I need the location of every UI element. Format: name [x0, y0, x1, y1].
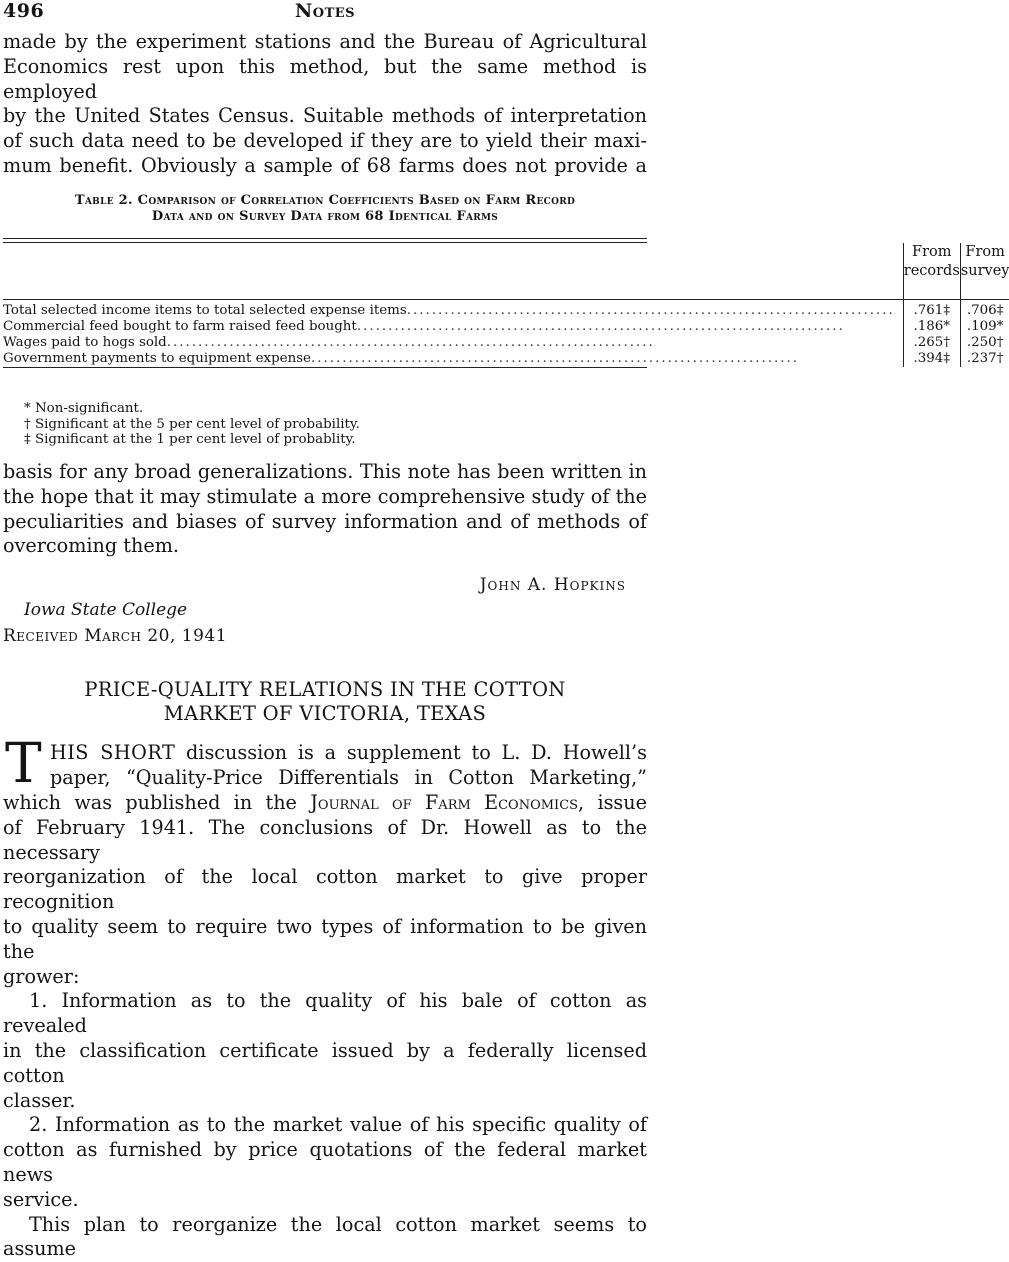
row-label: Commercial feed bought to farm raised feed bought [3, 319, 357, 334]
table-grid [3, 243, 1009, 367]
closing-paragraph [3, 460, 647, 559]
title-line: PRICE-QUALITY RELATIONS IN THE COTTON [84, 678, 566, 701]
drop-cap: T [5, 731, 42, 795]
table-row: Government payments to equipment expense .............................................................................. .394‡ .237† [3, 351, 1009, 367]
table-caption-line: Table 2. Comparison of Correlation Coefficients Based on Farm Record [74, 193, 576, 208]
author-affiliation: Iowa State College [24, 600, 188, 620]
author-signature: John A. Hopkins [479, 575, 626, 595]
row-label: Wages paid to hogs sold [3, 335, 167, 350]
footnote: † Significant at the 5 per cent level of probability. [24, 416, 360, 432]
text-line: to quality seem to require two types of information to be given the [3, 914, 647, 963]
text-line: paper, “Quality-Price Differentials in Cotton Marketing,” [50, 766, 647, 789]
text-line: reorganization of the local cotton market to give proper recognition [3, 865, 647, 914]
intro-paragraph [3, 30, 647, 179]
text-line: 2. Information as to the market value of his specific quality of [29, 1113, 647, 1137]
survey-value: .250† [966, 335, 1004, 350]
row-label: Total selected income items to total selected expense items [3, 303, 407, 318]
text-line: cotton as furnished by price quotations of the federal market news [3, 1138, 647, 1186]
text-line: Economics rest upon this method, but the same method is employed [3, 54, 647, 103]
text-line [3, 791, 647, 816]
title-line: MARKET OF VICTORIA, TEXAS [163, 702, 487, 725]
records-value: .265† [913, 335, 951, 350]
article-body [3, 791, 647, 1262]
correlation-table [3, 238, 1009, 368]
table-row: Commercial feed bought to farm raised feed bought .............................................................................. .186* .109* [3, 319, 1009, 335]
lead-caps: HIS SHORT [50, 741, 176, 764]
table-bottom-rule [3, 367, 647, 368]
running-head [3, 0, 647, 24]
footnote: ‡ Significant at the 1 per cent level of probablity. [24, 432, 356, 447]
page-number: 496 [3, 0, 45, 22]
survey-value: .237† [966, 351, 1004, 366]
records-value: .761‡ [913, 303, 951, 318]
table-header-row [3, 243, 1009, 300]
header-text: records [903, 263, 960, 279]
running-title: Notes [294, 0, 356, 22]
table-footnotes [24, 401, 360, 448]
table-caption [3, 193, 647, 225]
text-line: by the United States Census. Suitable methods of interpretation [3, 104, 647, 128]
lead-rest: discussion is a supplement to L. D. Howell’s [175, 741, 647, 764]
text-line: mum benefit. Obviously a sample of 68 farms does not provide a [3, 153, 647, 177]
text-span: which was published in the [3, 791, 311, 814]
text-line: service. [3, 1187, 79, 1211]
text-line: made by the experiment stations and the Bureau of Agricultural [3, 30, 647, 53]
header-blank [3, 243, 903, 300]
received-date: Received March 20, 1941 [3, 626, 228, 646]
header-text: From [912, 244, 952, 260]
text-line: of such data need to be developed if they are to yield their maxi- [3, 129, 647, 153]
text-span: , issue [578, 791, 647, 814]
text-line: classer. [3, 1088, 76, 1112]
table-caption-line: Data and on Survey Data from 68 Identical Farms [151, 209, 499, 224]
text-line: grower: [3, 964, 80, 988]
text-line: peculiarities and biases of survey information and of methods of [3, 509, 647, 533]
text-line [50, 741, 647, 766]
records-value: .186* [913, 319, 951, 334]
text-line: This plan to reorganize the local cotton market seems to assume [3, 1212, 647, 1261]
header-from-survey [960, 243, 1009, 300]
text-line: 1. Information as to the quality of his bale of cotton as revealed [3, 989, 647, 1038]
text-line: in the classification certificate issued by a federally licensed cotton [3, 1038, 647, 1087]
survey-value: .706‡ [966, 303, 1004, 318]
table-row: Total selected income items to total selected expense items .............................................................................. .761‡ .706‡ [3, 303, 1009, 319]
article-title [3, 678, 647, 726]
text-line: basis for any broad generalizations. This note has been written in [3, 460, 647, 483]
header-text: From [965, 244, 1005, 260]
journal-name: Journal of Farm Economics [310, 791, 579, 814]
header-from-records [903, 243, 960, 300]
records-value: .394‡ [913, 351, 951, 366]
text-line: the hope that it may stimulate a more comprehensive study of the [3, 484, 647, 508]
footnote: * Non-significant. [24, 401, 144, 416]
row-label: Government payments to equipment expense [3, 351, 311, 366]
survey-value: .109* [966, 319, 1004, 334]
text-line: overcoming them. [3, 534, 180, 558]
header-text: survey [960, 263, 1009, 279]
text-line: of February 1941. The conclusions of Dr. Howell as to the necessary [3, 815, 647, 864]
table-row: Wages paid to hogs sold .............................................................................. .265† .250† [3, 335, 1009, 351]
